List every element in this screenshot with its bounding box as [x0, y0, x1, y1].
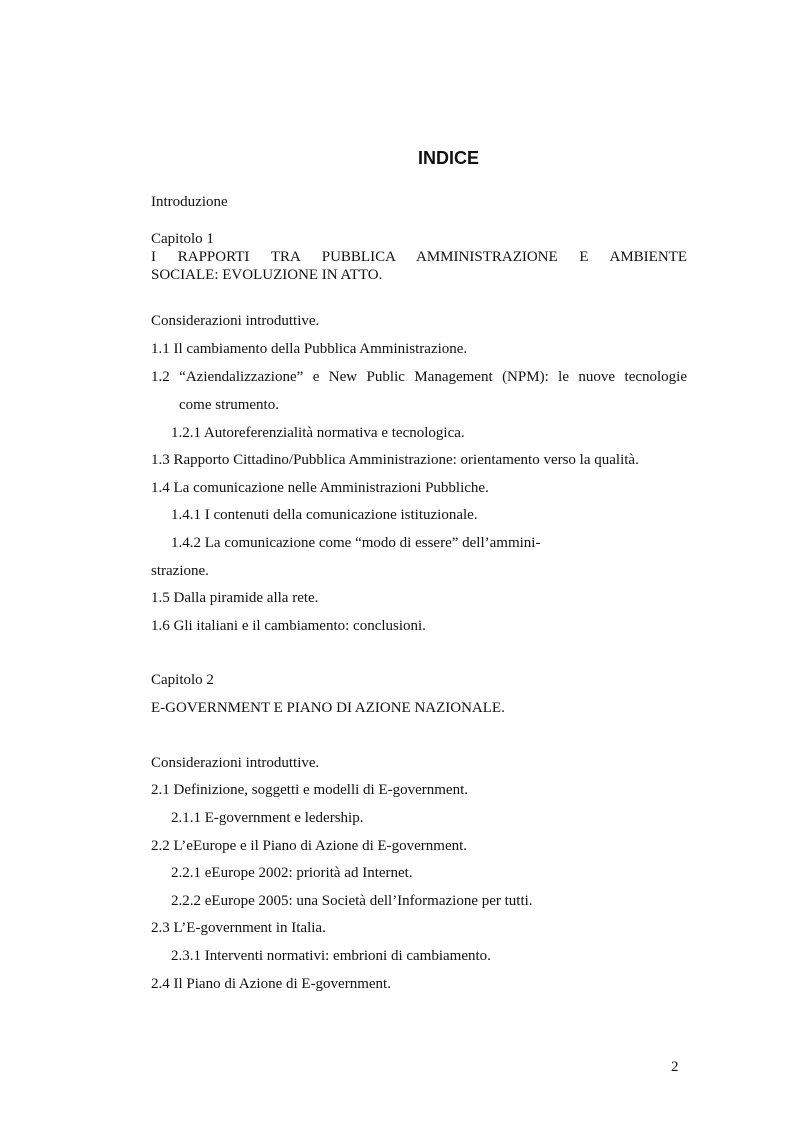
toc-entry-1-3: 1.3 Rapporto Cittadino/Pubblica Amministrazione: orientamento verso la qualità. [151, 452, 639, 468]
toc-entry-2-1: 2.1 Definizione, soggetti e modelli di E-government. [151, 782, 469, 798]
chapter-1-heading-line-2: SOCIALE: EVOLUZIONE IN ATTO. [151, 267, 383, 283]
page-title: INDICE [417, 148, 479, 168]
toc-entry-1-1: 1.1 Il cambiamento della Pubblica Amministrazione. [151, 341, 468, 357]
toc-entry-2-1-1: 2.1.1 E-government e ledership. [171, 810, 364, 826]
toc-entry-2-3: 2.3 L’E-government in Italia. [151, 920, 326, 936]
toc-entry-1-2-line-1: 1.2 “Aziendalizzazione” e New Public Management (NPM): le nuove tecnologie [151, 369, 687, 385]
toc-entry-1-6: 1.6 Gli italiani e il cambiamento: conclusioni. [151, 618, 426, 634]
toc-entry-1-4: 1.4 La comunicazione nelle Amministrazioni Pubbliche. [151, 480, 489, 496]
toc-entry-2-4: 2.4 Il Piano di Azione di E-government. [151, 976, 391, 992]
chapter-2-label: Capitolo 2 [151, 672, 214, 688]
toc-entry-2-2-1: 2.2.1 eEurope 2002: priorità ad Internet. [171, 865, 413, 881]
toc-entry-1-4-1: 1.4.1 I contenuti della comunicazione istituzionale. [171, 507, 478, 523]
page-number: 2 [671, 1059, 679, 1075]
chapter-2-considerations: Considerazioni introduttive. [151, 755, 320, 771]
toc-entry-1-4-2-line-2: strazione. [151, 563, 209, 579]
toc-entry-2-3-1: 2.3.1 Interventi normativi: embrioni di cambiamento. [171, 948, 491, 964]
toc-entry-1-5: 1.5 Dalla piramide alla rete. [151, 590, 319, 606]
toc-entry-1-4-2-line-1: 1.4.2 La comunicazione come “modo di essere” dell’ammini- [171, 535, 541, 551]
toc-entry-2-2: 2.2 L’eEurope e il Piano di Azione di E-government. [151, 838, 468, 854]
toc-entry-introduction: Introduzione [151, 194, 228, 210]
chapter-2-heading: E-GOVERNMENT E PIANO DI AZIONE NAZIONALE. [151, 700, 505, 716]
chapter-1-heading-line-1: I RAPPORTI TRA PUBBLICA AMMINISTRAZIONE E AMBIENTE [151, 249, 687, 265]
toc-entry-1-2-1: 1.2.1 Autoreferenzialità normativa e tecnologica. [171, 425, 465, 441]
toc-entry-1-2-line-2: come strumento. [179, 397, 279, 413]
toc-entry-2-2-2: 2.2.2 eEurope 2005: una Società dell’Informazione per tutti. [171, 893, 533, 909]
chapter-1-label: Capitolo 1 [151, 231, 214, 247]
chapter-1-considerations: Considerazioni introduttive. [151, 313, 320, 329]
